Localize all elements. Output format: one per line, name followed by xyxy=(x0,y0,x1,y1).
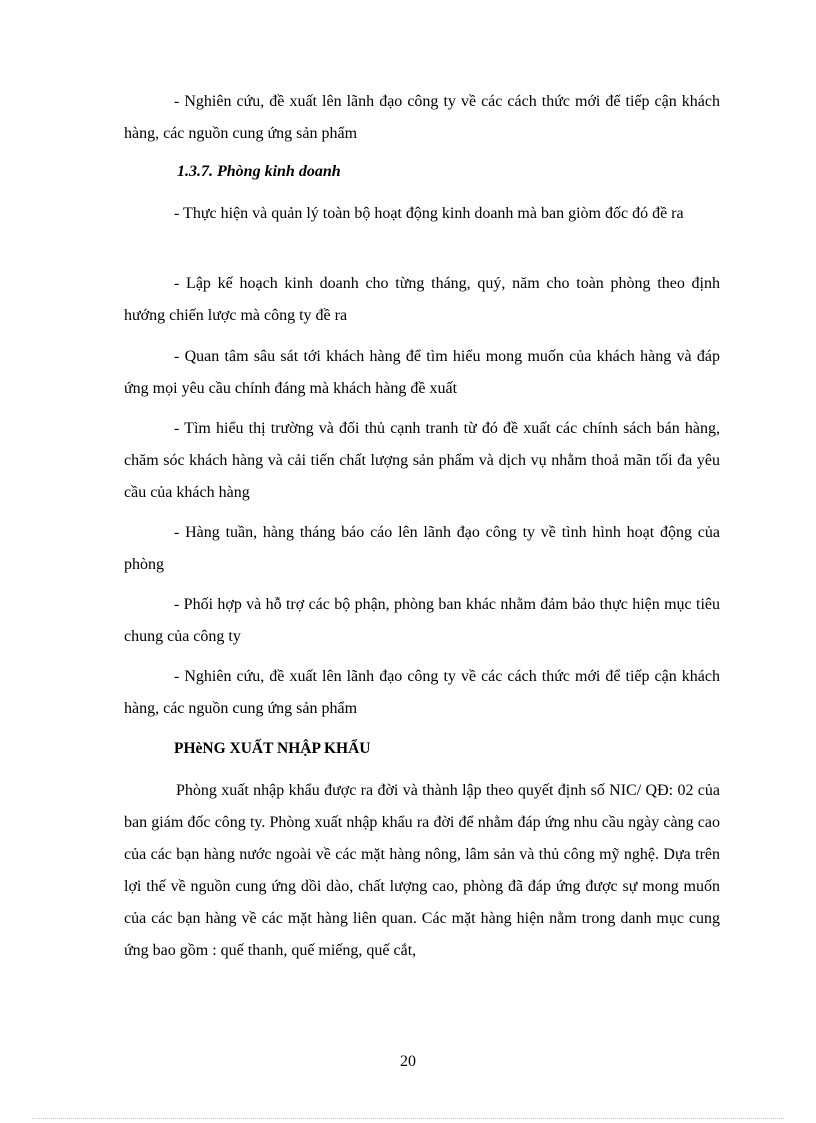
paragraph-import-export-body: Phòng xuất nhập khẩu được ra đời và thành lập theo quyết định số NIC/ QĐ: 02 của ban giám đốc công ty. Phòng xuất nhập khẩu ra đời để nhằm đáp ứng nhu cầu ngày càng cao của các bạn hàng nước ngoài về các mặt hàng nông, lâm sản và thủ công mỹ nghệ. Dựa trên lợi thế về nguồn cung ứng dồi dào, chất lượng cao, phòng đã đáp ứng được sự mong muốn của các bạn hàng về các mặt hàng liên quan. Các mặt hàng hiện nằm trong danh mục cung ứng bao gồm : quế thanh, quế miếng, quế cắt, xyxy=(124,782,720,959)
dept-heading-import-export: PHèNG XUẤT NHẬP KHẨU xyxy=(174,740,371,757)
page-bottom-divider xyxy=(32,1118,784,1119)
paragraph-customer-care: - Quan tâm sâu sát tới khách hàng để tìm hiểu mong muốn của khách hàng và đáp ứng mọi yêu cầu chính đáng mà khách hàng đề xuất xyxy=(124,348,720,397)
section-heading-business-dept: 1.3.7. Phòng kinh doanh xyxy=(177,163,341,180)
paragraph-research-2: - Nghiên cứu, đề xuất lên lãnh đạo công ty về các cách thức mới để tiếp cận khách hàng, các nguồn cung ứng sản phẩm xyxy=(124,668,720,717)
paragraph-business-plan: - Lập kế hoạch kinh doanh cho từng tháng, quý, năm cho toàn phòng theo định hướng chiến lược mà công ty đề ra xyxy=(124,275,720,324)
paragraph-coordination: - Phối hợp và hỗ trợ các bộ phận, phòng ban khác nhằm đảm bảo thực hiện mục tiêu chung của công ty xyxy=(124,596,720,645)
page-number: 20 xyxy=(400,1053,416,1070)
paragraph-manage-business: - Thực hiện và quản lý toàn bộ hoạt động kinh doanh mà ban giòm đốc đó đề ra xyxy=(174,205,684,222)
paragraph-research-1: - Nghiên cứu, đề xuất lên lãnh đạo công ty về các cách thức mới để tiếp cận khách hàng, các nguồn cung ứng sản phẩm xyxy=(124,93,720,142)
paragraph-weekly-report: - Hàng tuần, hàng tháng báo cáo lên lãnh đạo công ty về tình hình hoạt động của phòng xyxy=(124,524,720,573)
paragraph-market-research: - Tìm hiểu thị trường và đối thủ cạnh tranh từ đó đề xuất các chính sách bán hàng, chăm sóc khách hàng và cải tiến chất lượng sản phẩm và dịch vụ nhằm thoả mãn tối đa yêu cầu của khách hàng xyxy=(124,420,720,501)
